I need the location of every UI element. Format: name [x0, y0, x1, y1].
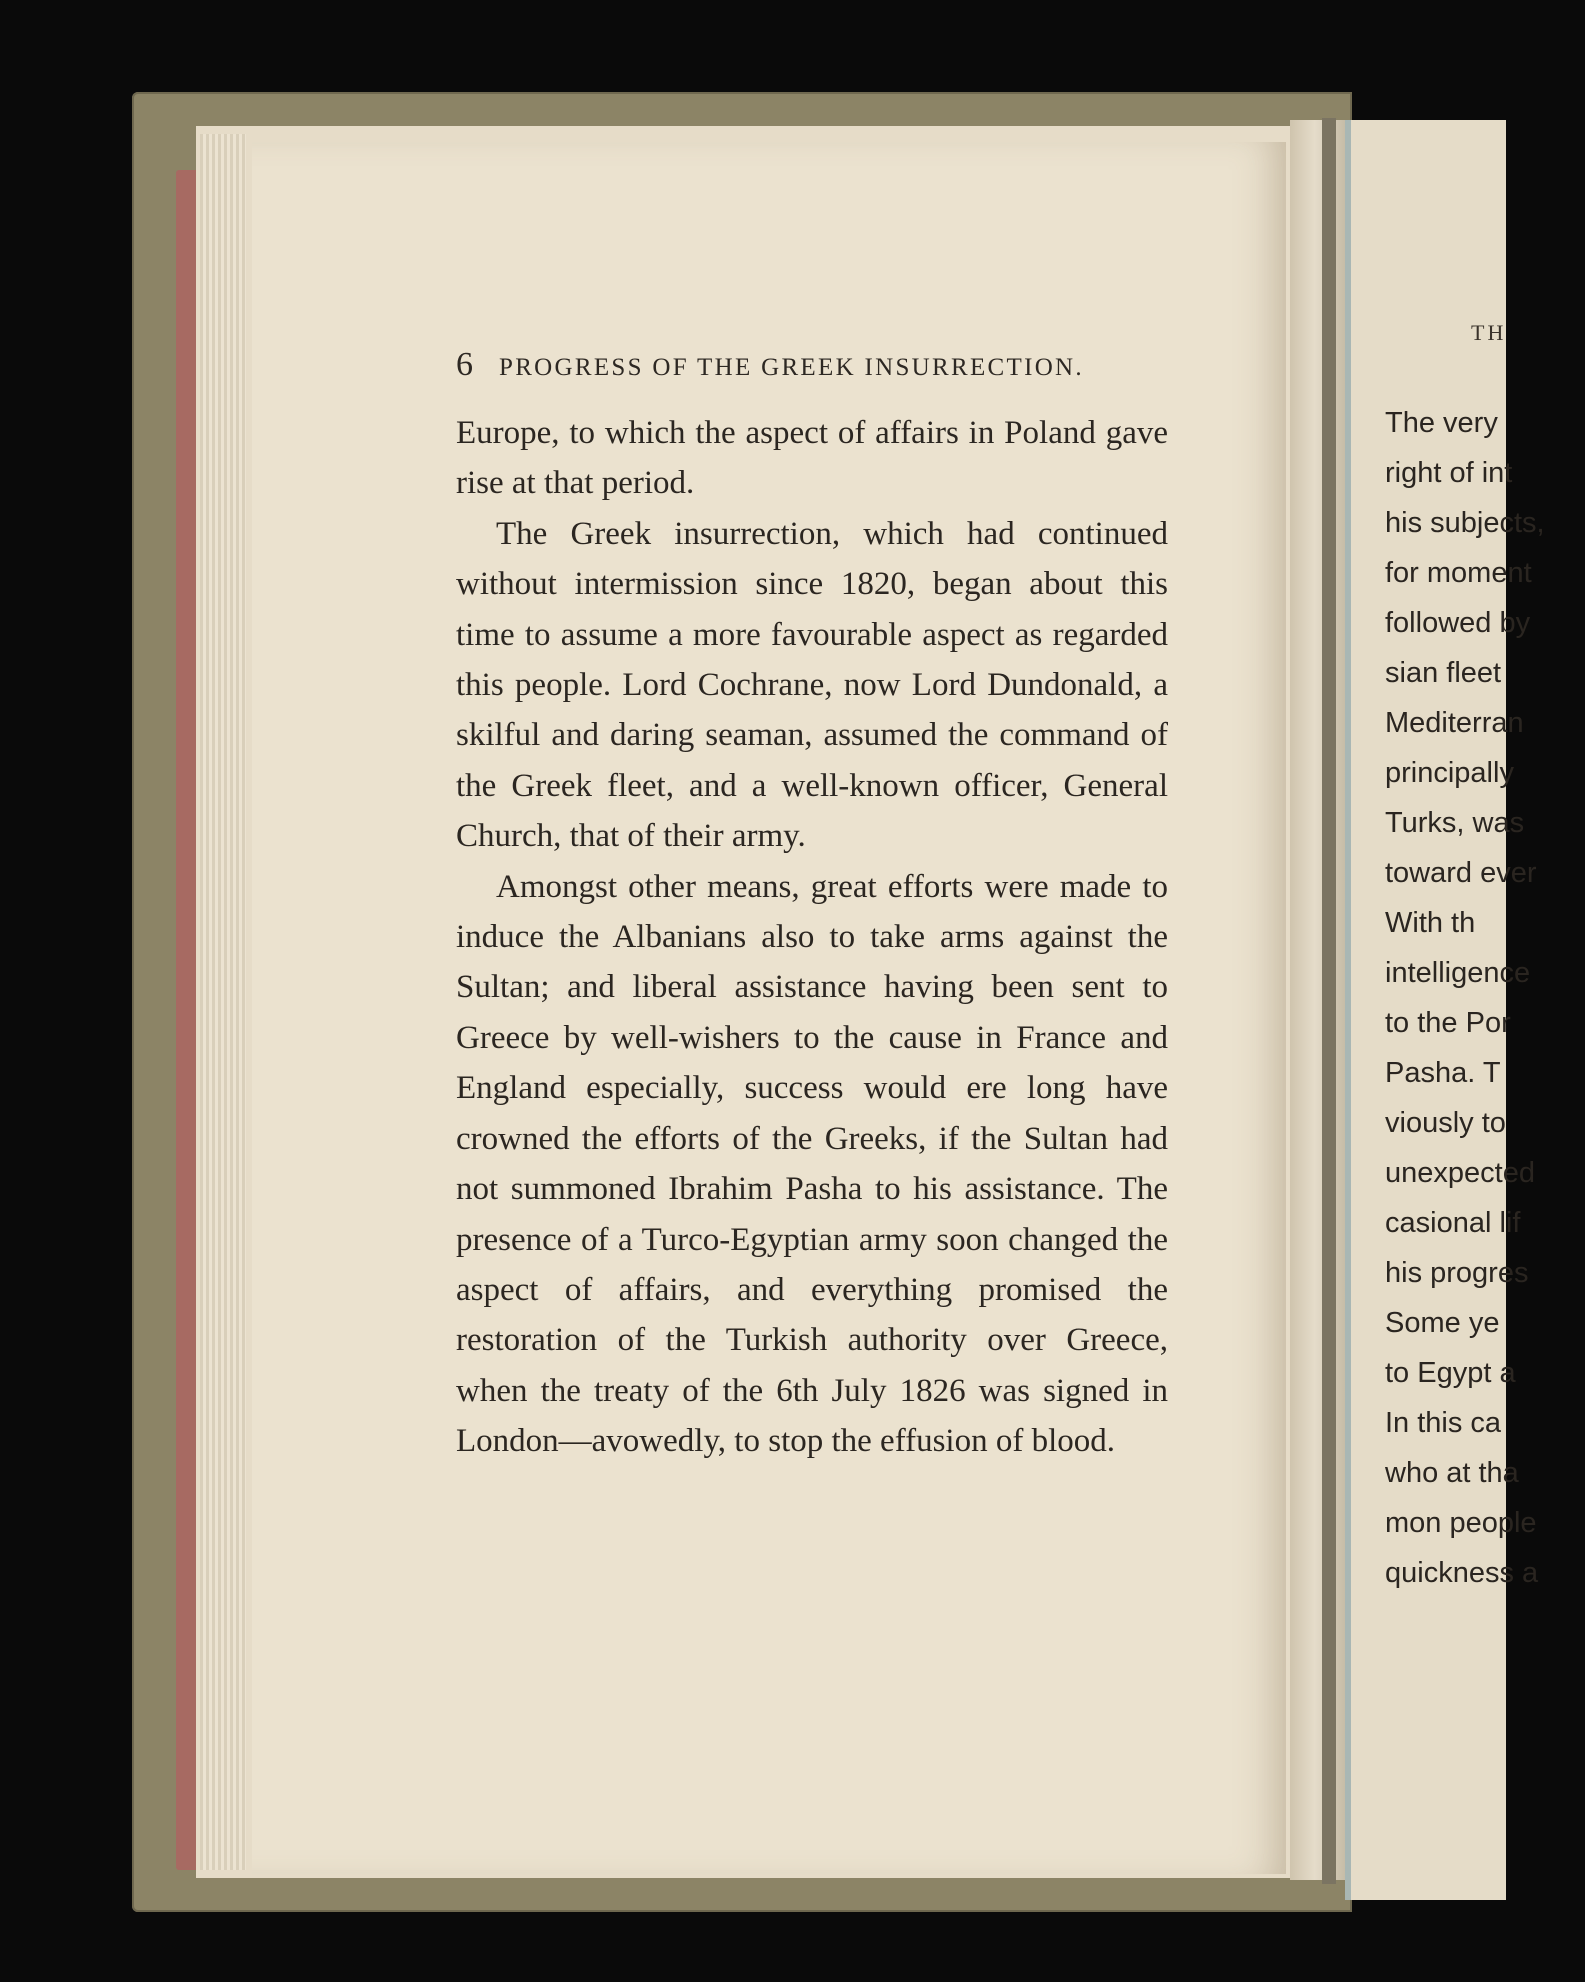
right-line: intelligence [1385, 957, 1531, 989]
right-page [1345, 120, 1545, 1900]
right-line: his progres [1385, 1257, 1529, 1289]
page-number: 6 [456, 346, 473, 383]
right-line: his subjects, [1385, 507, 1545, 539]
right-line: for moment [1385, 557, 1532, 589]
paragraph-2: The Greek insurrection, which had continued without intermission since 1820, began about this time to assume a more favourable aspect as regarded this people. Lord Cochrane, now Lord Dundonald, a skilful and daring seaman, assumed the command of the Greek fleet, and a well-known officer, General Church, that of their army. [456, 515, 1168, 855]
paragraph-3: Amongst other means, great efforts were made to induce the Albanians also to take arms against the Sultan; and liberal assistance having been sent to Greece by well-wishers to the cause in France and England especially, success would ere long have crowned the efforts of the Greeks, if the Sultan had not summoned Ibrahim Pasha to his assistance. The presence of a Turco-Egyptian army soon changed the aspect of affairs, and everything promised the restoration of the Turkish authority over Greece, when the treaty of the 6th July 1826 was signed in London—avowedly, to stop the effusion of blood. [456, 868, 1168, 1460]
right-line: followed by [1385, 607, 1531, 639]
right-line: casional lif [1385, 1207, 1521, 1239]
right-line: With th [1385, 907, 1476, 939]
right-line: unexpected [1385, 1157, 1535, 1189]
right-line: sian fleet [1385, 657, 1502, 689]
right-line: principally [1385, 757, 1514, 789]
right-page-text [1385, 398, 1585, 1598]
right-line: mon people [1385, 1507, 1537, 1539]
page-header [456, 346, 1168, 384]
right-line: Some ye [1385, 1307, 1500, 1339]
gutter-shadow [1322, 118, 1336, 1884]
right-line: Turks, was [1385, 807, 1525, 839]
right-line: viously to [1385, 1107, 1506, 1139]
running-head: PROGRESS OF THE GREEK INSURRECTION. [499, 354, 1084, 381]
right-line: to the Por [1385, 1007, 1511, 1039]
right-running-head: TH [1471, 320, 1507, 345]
body-text [456, 408, 1168, 1467]
right-line: Pasha. T [1385, 1057, 1501, 1089]
right-line: who at tha [1385, 1457, 1519, 1489]
paragraph-1: Europe, to which the aspect of affairs in Poland gave rise at that period. [456, 415, 1168, 502]
book-gutter [1290, 120, 1352, 1880]
right-line: to Egypt a [1385, 1357, 1516, 1389]
right-line: toward ever [1385, 857, 1537, 889]
right-line: The very [1385, 407, 1498, 439]
right-line: quickness a [1385, 1557, 1539, 1589]
right-line: In this ca [1385, 1407, 1502, 1439]
right-line: Mediterran [1385, 707, 1524, 739]
right-line: right of int [1385, 457, 1513, 489]
